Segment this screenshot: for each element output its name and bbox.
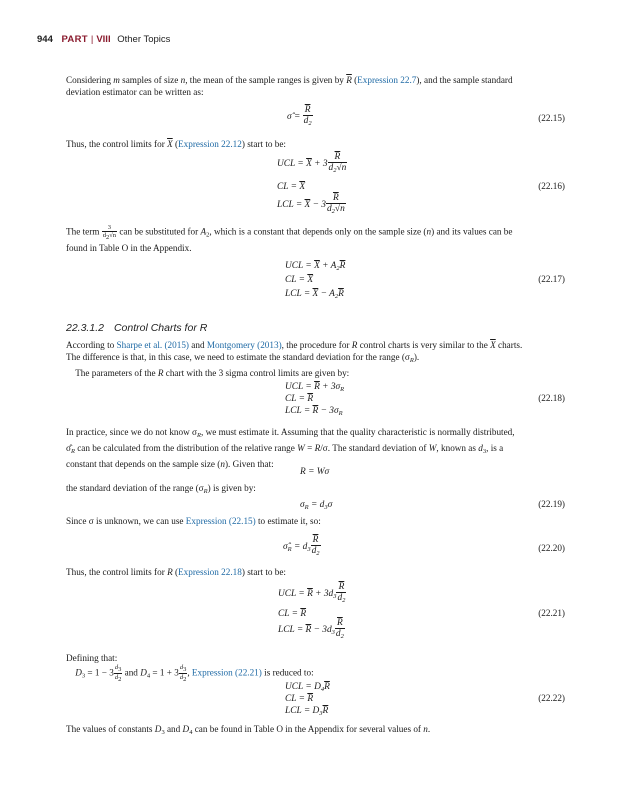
- page-number: 944: [37, 34, 53, 45]
- part-label: PART: [61, 34, 88, 45]
- equation-r-equals-w-sigma: R = Wσ: [300, 467, 330, 477]
- equation-label-22-21: (22.21): [538, 608, 565, 618]
- equation-label-22-17: (22.17): [538, 274, 565, 284]
- paragraph-intro: Considering m samples of size n, the mean of the sample ranges is given by $\overline{R}$ (Expression 22.7), and the sample standard deviation estimator can be written as:: [66, 75, 513, 97]
- equation-22-17-ucl: UCL = $\overline{X} + A_2\overline{R}$: [285, 261, 346, 272]
- equation-22-21-cl: CL = $\overline{R}$: [278, 609, 307, 619]
- link-sharpe-2015[interactable]: Sharpe et al. (2015): [116, 340, 189, 350]
- part-title: Other Topics: [117, 34, 171, 45]
- equation-label-22-20: (22.20): [538, 543, 565, 553]
- equation-label-22-22: (22.22): [538, 693, 565, 703]
- equation-22-15: σ̂ = $\frac{\overline{R}}{d_2}$: [287, 105, 312, 127]
- equation-22-16-lcl: LCL = $\overline{X} - 3$ $\frac{\overline{R}}{d_2√n}$: [277, 193, 345, 215]
- section-heading: [66, 322, 207, 334]
- section-title: Control Charts for R: [113, 322, 208, 334]
- paragraph-table-o: The values of constants $D_3$ and $D_4$ can be found in Table O in the Appendix for several values of n.: [66, 724, 431, 736]
- paragraph-defining-d3-d4: Defining that: $D_3 = 1 - 3$ $\frac{d_3}{d_2}$ and $D_4 = 1 + 3$ $\frac{d_3}{d_2}$ , Expression (22.21) is reduced to:: [66, 653, 314, 683]
- link-expression-22-18[interactable]: Expression 22.18: [178, 567, 242, 577]
- link-expression-22-7[interactable]: Expression 22.7: [357, 75, 417, 85]
- paragraph-sigma-unknown: Since σ is unknown, we can use Expression (22.15) to estimate it, so:: [66, 516, 321, 526]
- equation-22-16-ucl: UCL = $\overline{X} + 3$ $\frac{\overline{R}}{d_2√n}$: [277, 152, 347, 174]
- equation-22-16-cl: CL = $\overline{X}$: [277, 182, 306, 192]
- link-expression-22-21[interactable]: Expression (22.21): [191, 667, 262, 678]
- equation-22-17-cl: CL = $\overline{X}$: [285, 275, 314, 285]
- paragraph-r-chart-intro: According to Sharpe et al. (2015) and Montgomery (2013), the procedure for R control charts is very similar to the $\overline{X}$ charts. The difference is that, in this case, we need to estimate the standard deviation for the range $(\sigma_R)$. The parameters of the R chart with the 3 sigma control limits are given by:: [66, 340, 523, 378]
- link-montgomery-2013[interactable]: Montgomery (2013): [206, 340, 282, 350]
- equation-22-22-ucl: UCL = $D_4\overline{R}$: [285, 682, 330, 693]
- paragraph-std-range: the standard deviation of the range $(\sigma_R)$ is given by:: [66, 483, 256, 495]
- paragraph-term-a2: The term $\frac{3}{d_2√n}$ can be substituted for $A_2$, which is a constant that depends only on the sample size (n) and its values can be found in Table O in the Appendix.: [66, 224, 513, 253]
- equation-22-18-lcl: LCL = $\overline{R} - 3\sigma_R$: [285, 406, 343, 417]
- equation-22-22-cl: CL = $\overline{R}$: [285, 694, 314, 704]
- running-header: 944 PART | VIII Other Topics: [37, 34, 171, 45]
- equation-22-17-lcl: LCL = $\overline{X} - A_2\overline{R}$: [285, 289, 344, 300]
- link-expression-22-15[interactable]: Expression (22.15): [185, 516, 256, 526]
- equation-label-22-15: (22.15): [538, 113, 565, 123]
- equation-label-22-16: (22.16): [538, 181, 565, 191]
- equation-22-21-ucl: UCL = $\overline{R} + 3d_3$ $\frac{\overline{R}}{d_2}$: [278, 582, 346, 604]
- part-numeral: VIII: [96, 34, 111, 45]
- equation-label-22-18: (22.18): [538, 393, 565, 403]
- section-number: 22.3.1.2: [66, 322, 104, 334]
- equation-22-21-lcl: LCL = $\overline{R} - 3d_3$ $\frac{\overline{R}}{d_2}$: [278, 618, 344, 640]
- equation-22-18-ucl: UCL = $\overline{R} + 3\sigma_R$: [285, 382, 345, 393]
- paragraph-control-limits-r: Thus, the control limits for R (Expression 22.18) start to be:: [66, 567, 286, 577]
- link-expression-22-12[interactable]: Expression 22.12: [178, 139, 242, 149]
- equation-22-18-cl: CL = $\overline{R}$: [285, 394, 314, 404]
- equation-22-19: $\sigma_R = d_3\sigma$: [300, 500, 333, 511]
- equation-label-22-19: (22.19): [538, 499, 565, 509]
- paragraph-control-limits-x: Thus, the control limits for $\overline{X}$ (Expression 22.12) start to be:: [66, 139, 286, 149]
- equation-22-20: $\sigmâ_R = d_3$ $\frac{\overline{R}}{d_2}$: [283, 535, 320, 557]
- equation-22-22-lcl: LCL = $D_3\overline{R}$: [285, 706, 329, 717]
- paragraph-estimation: In practice, since we do not know $\sigma_R$, we must estimate it. Assuming that the quality characteristic is normally distributed, $\sigmâ_R$ can be calculated from the distribution of the relative range W = R/σ. The standard deviation of W, known as $d_3$, is a constant that depends on the sample size (n). Given that:: [66, 427, 515, 469]
